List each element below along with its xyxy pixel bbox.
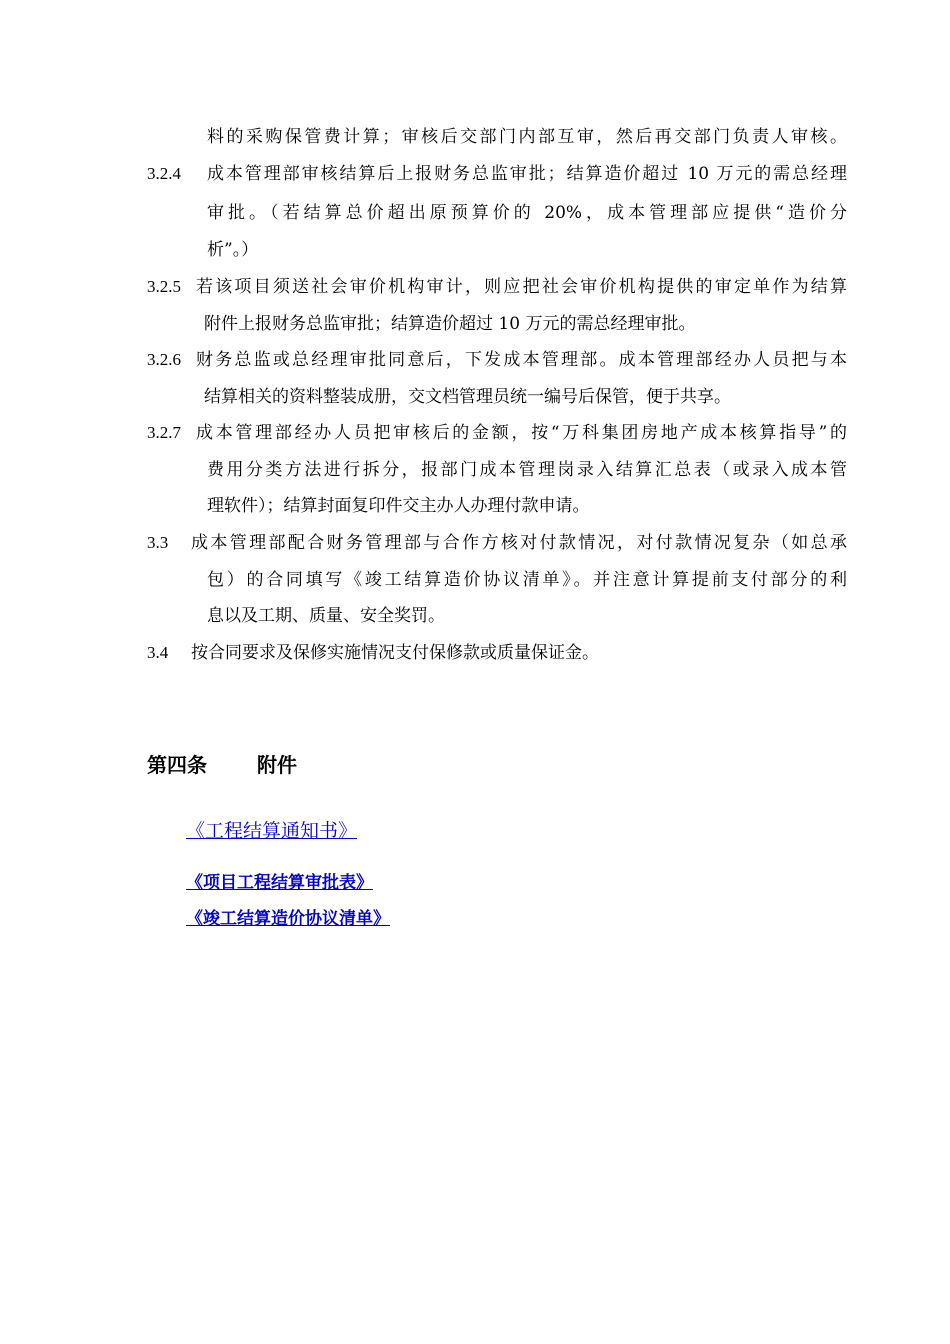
- body-line: 息以及工期、质量、安全奖罚。: [207, 606, 445, 626]
- attachment-link-settlement-approval-form[interactable]: 《项目工程结算审批表》: [186, 873, 373, 893]
- body-line: 按合同要求及保修实施情况支付保修款或质量保证金。: [191, 643, 599, 663]
- clause-number: 3.2.6: [147, 350, 181, 369]
- body-line: 成本管理部审核结算后上报财务总监审批；结算造价超过 10 万元的需总经理: [207, 164, 847, 184]
- body-line: 包）的合同填写《竣工结算造价协议清单》。并注意计算提前支付部分的利: [207, 570, 847, 590]
- body-line: 析”。）: [207, 240, 259, 260]
- body-line: 费用分类方法进行拆分，报部门成本管理岗录入结算汇总表（或录入成本管: [207, 460, 847, 480]
- body-line: 附件上报财务总监审批；结算造价超过 10 万元的需总经理审批。: [204, 314, 696, 334]
- body-line: 财务总监或总经理审批同意后，下发成本管理部。成本管理部经办人员把与本: [196, 350, 847, 370]
- clause-number: 3.2.5: [147, 277, 181, 296]
- clause-number: 3.2.7: [147, 423, 181, 442]
- body-line: 成本管理部配合财务管理部与合作方核对付款情况，对付款情况复杂（如总承: [191, 533, 847, 553]
- body-line: 审批。（若结算总价超出原预算价的 20%，成本管理部应提供“造价分: [207, 203, 847, 223]
- body-line: 结算相关的资料整装成册，交文档管理员统一编号后保管，便于共享。: [204, 387, 731, 407]
- attachment-link-settlement-notice[interactable]: 《工程结算通知书》: [186, 820, 358, 842]
- clause-number: 3.4: [147, 643, 169, 662]
- body-line: 成本管理部经办人员把审核后的金额，按“万科集团房地产成本核算指导”的: [196, 423, 847, 443]
- attachment-link-completion-agreement-list[interactable]: 《竣工结算造价协议清单》: [186, 909, 390, 929]
- section-heading: [147, 752, 297, 778]
- clause-number: 3.2.4: [147, 164, 181, 183]
- section-title: 附件: [257, 753, 297, 777]
- clause-number: 3.3: [147, 533, 169, 552]
- body-line: 若该项目须送社会审价机构审计，则应把社会审价机构提供的审定单作为结算: [196, 277, 847, 297]
- body-line: 料的采购保管费计算；审核后交部门内部互审，然后再交部门负责人审核。: [207, 127, 847, 147]
- body-line: 理软件）；结算封面复印件交主办人办理付款申请。: [207, 496, 590, 516]
- section-label: 第四条: [147, 753, 207, 777]
